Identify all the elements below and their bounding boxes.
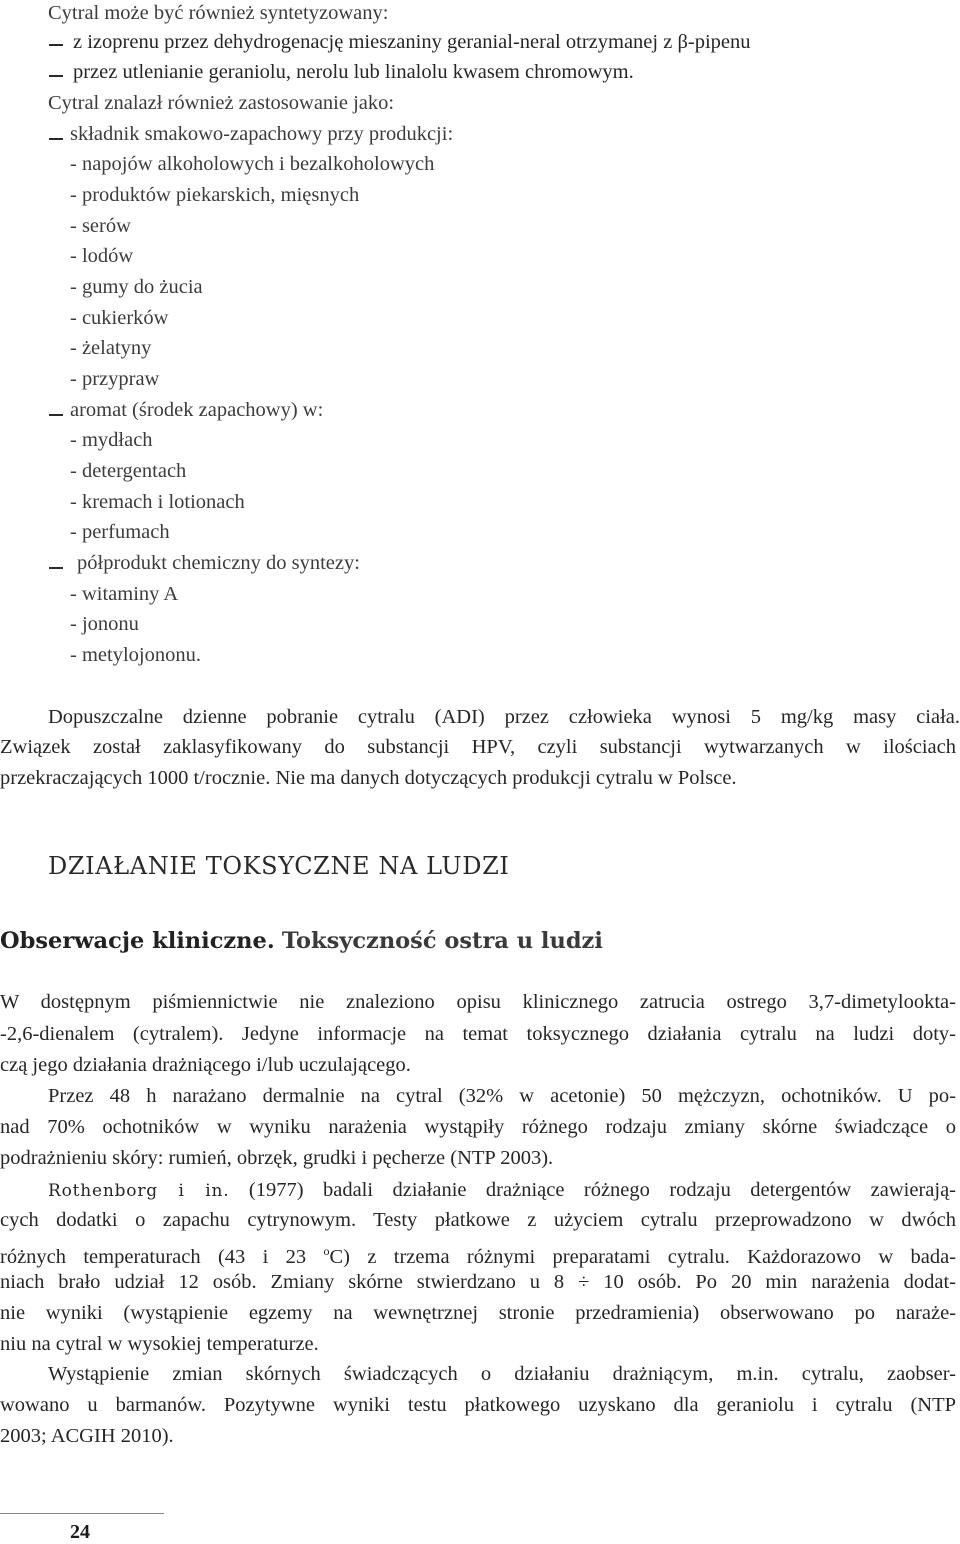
paragraph-line: 2003; ACGIH 2010).: [0, 1425, 174, 1447]
adi-line-1: Dopuszczalne dzienne pobranie cytralu (ADI) przez człowieka wynosi 5 mg/kg masy ciała.: [48, 706, 960, 728]
list-item: - mydłach: [70, 429, 153, 451]
dash-bullet: [49, 44, 63, 46]
synthesis-method-2: przez utlenianie geraniolu, nerolu lub linalolu kwasem chromowym.: [73, 61, 634, 83]
list-item: - witaminy A: [70, 583, 179, 605]
section-subtitle: [0, 928, 603, 954]
list-item: - cukierków: [70, 307, 169, 329]
dash-bullet: [49, 75, 63, 77]
uses-heading: Cytral znalazł również zastosowanie jako:: [48, 92, 395, 114]
synthesis-heading: Cytral może być również syntetyzowany:: [48, 2, 389, 24]
list-item: - jononu: [70, 613, 139, 635]
adi-line-2: Związek został zaklasyfikowany do substancji HPV, czyli substancji wytwarzanych w ilościach: [0, 736, 956, 758]
list-item: - detergentach: [70, 460, 187, 482]
paragraph-text: (1977) badali działanie drażniące różnego rodzaju detergentów zawierają-: [248, 1179, 956, 1201]
paragraph-line: Przez 48 h narażano dermalnie na cytral (32% w acetonie) 50 mężczyzn, ochotników. U po-: [48, 1085, 956, 1107]
paragraph-line: W dostępnym piśmiennictwie nie znaleziono opisu klinicznego zatrucia ostrego 3,7-dimetylookta-: [0, 991, 956, 1013]
list-item: - napojów alkoholowych i bezalkoholowych: [70, 153, 435, 175]
dash-bullet: [49, 567, 63, 569]
footer-rule: [0, 1513, 164, 1514]
synthesis-method-1: z izoprenu przez dehydrogenację mieszaniny geranial-neral otrzymanej z β-pipenu: [73, 31, 751, 53]
paragraph-line: Wystąpienie zmian skórnych świadczących o działaniu drażniącym, m.in. cytralu, zaobser-: [48, 1363, 956, 1385]
superscript: o: [323, 1244, 330, 1258]
dash-bullet: [49, 138, 63, 140]
list-item: - serów: [70, 215, 131, 237]
paragraph-line: cych dodatki o zapachu cytrynowym. Testy płatkowe z użyciem cytralu przeprowadzono w dwóch: [0, 1209, 956, 1231]
subtitle-bold: Obserwacje kliniczne.: [0, 928, 275, 954]
uses-group-flavor-title: składnik smakowo-zapachowy przy produkcji:: [70, 123, 454, 145]
paragraph-line: -2,6-dienalem (cytralem). Jedyne informacje na temat toksycznego działania cytralu na ludzi doty-: [0, 1023, 956, 1045]
paragraph-text: C) z trzema różnymi preparatami cytralu. Każdorazowo w bada-: [329, 1245, 956, 1268]
section-title: DZIAŁANIE TOKSYCZNE NA LUDZI: [48, 852, 510, 880]
paragraph-line: [48, 1175, 956, 1207]
list-item: - przypraw: [70, 368, 160, 390]
list-item: - perfumach: [70, 521, 170, 543]
paragraph-line: czą jego działania drażniącego i/lub uczulającego.: [0, 1054, 411, 1076]
uses-group-synthesis-title: półprodukt chemiczny do syntezy:: [77, 552, 360, 574]
adi-line-3: przekraczających 1000 t/rocznie. Nie ma danych dotyczących produkcji cytralu w Polsce.: [0, 767, 737, 789]
list-item: - żelatyny: [70, 337, 152, 359]
paragraph-line: niu na cytral w wysokiej temperaturze.: [0, 1333, 319, 1355]
list-item: - lodów: [70, 245, 134, 267]
list-item: - kremach i lotionach: [70, 491, 245, 513]
paragraph-line: podrażnieniu skóry: rumień, obrzęk, grudki i pęcherze (NTP 2003).: [0, 1147, 554, 1169]
list-item: - metylojononu.: [70, 644, 201, 666]
list-item: - produktów piekarskich, mięsnych: [70, 184, 360, 206]
author-name: Rothenborg i in.: [48, 1181, 230, 1201]
list-item: - gumy do żucia: [70, 276, 203, 298]
paragraph-line: wowano u barmanów. Pozytywne wyniki testu płatkowego uzyskano dla geraniolu i cytralu (NTP: [0, 1394, 956, 1416]
paragraph-line: nie wyniki (wystąpienie egzemy na wewnętrznej stronie przedramienia) obserwowano po naraże-: [0, 1302, 956, 1324]
dash-bullet: [49, 414, 63, 416]
subtitle-rest: Toksyczność ostra u ludzi: [281, 928, 603, 954]
page-number: 24: [70, 1521, 90, 1543]
paragraph-line: nad 70% ochotników w wyniku narażenia wystąpiły różnego rodzaju zmiany skórne świadczące o: [0, 1116, 956, 1138]
paragraph-text: różnych temperaturach (43 i 23: [0, 1245, 307, 1268]
paragraph-line: niach brało udział 12 osób. Zmiany skórne stwierdzano u 8 ÷ 10 osób. Po 20 min narażenia dodat-: [0, 1271, 956, 1293]
uses-group-aroma-title: aromat (środek zapachowy) w:: [70, 399, 324, 421]
